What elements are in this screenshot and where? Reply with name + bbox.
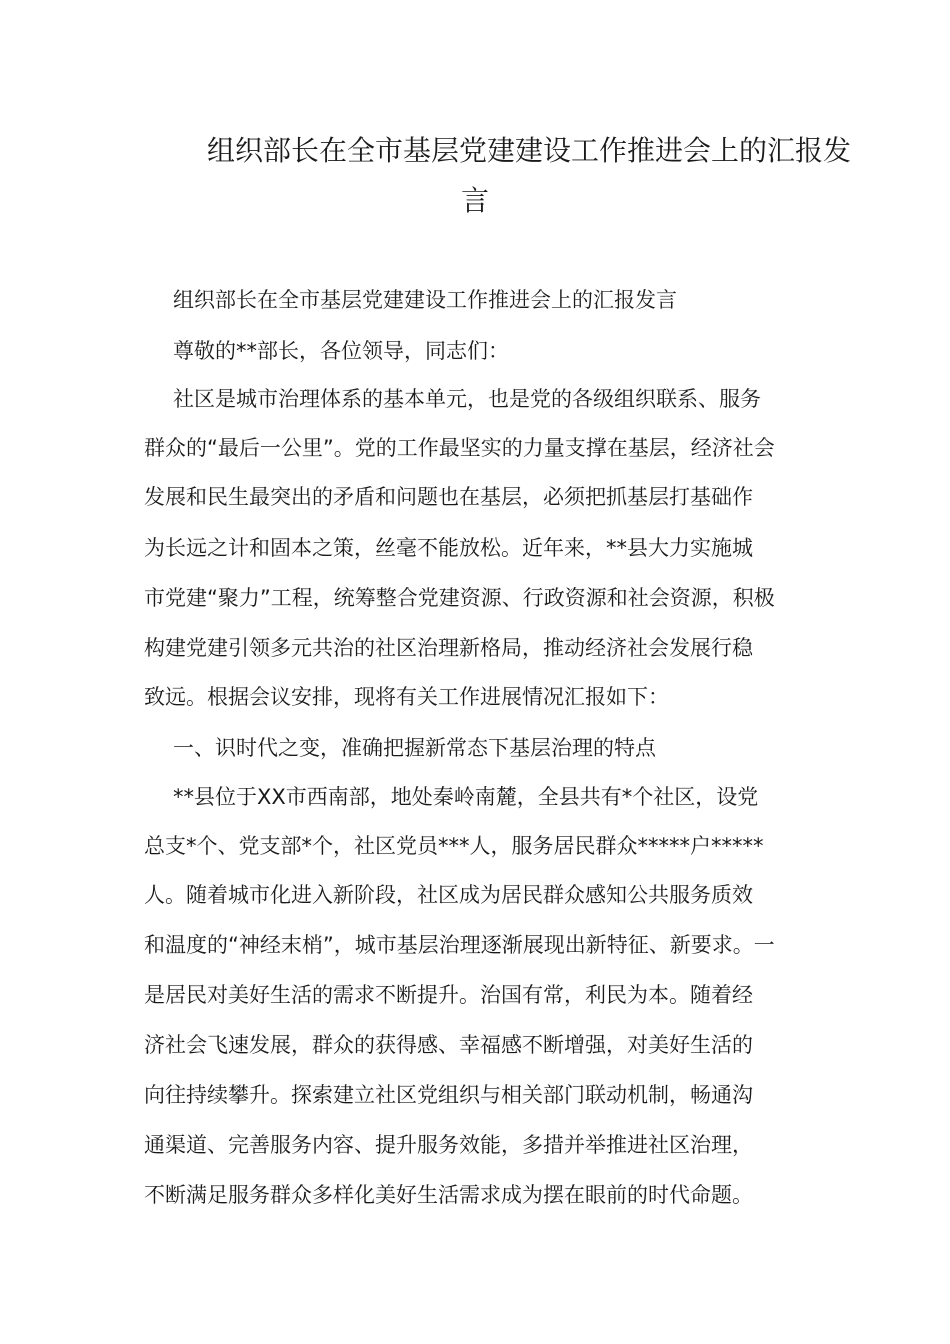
paragraph-line: **县位于XX市西南部，地处秦岭南麓，全县共有*个社区，设党: [173, 785, 759, 809]
paragraph-line: 市党建“聚力”工程，统筹整合党建资源、行政资源和社会资源，积极: [144, 586, 775, 610]
paragraph-line: 人。随着城市化进入新阶段，社区成为居民群众感知公共服务质效: [144, 883, 753, 907]
paragraph-line: 群众的“最后一公里”。党的工作最坚实的力量支撑在基层，经济社会: [144, 436, 775, 460]
paragraph-line: 构建党建引领多元共治的社区治理新格局，推动经济社会发展行稳: [144, 636, 753, 660]
paragraph-line: 济社会飞速发展，群众的获得感、幸福感不断增强，对美好生活的: [144, 1033, 753, 1057]
paragraph-line: 致远。根据会议安排，现将有关工作进展情况汇报如下：: [144, 685, 669, 709]
document-title-line-2: 言: [461, 184, 490, 217]
paragraph-line: 通渠道、完善服务内容、提升服务效能，多措并举推进社区治理，: [144, 1133, 753, 1157]
paragraph-line: 不断满足服务群众多样化美好生活需求成为摆在眼前的时代命题。: [144, 1183, 753, 1207]
paragraph-line: 总支*个、党支部*个，社区党员***人，服务居民群众*****户*****: [144, 834, 764, 858]
section-heading: 一、识时代之变，准确把握新常态下基层治理的特点: [173, 736, 656, 760]
subtitle-line: 组织部长在全市基层党建建设工作推进会上的汇报发言: [173, 288, 677, 312]
paragraph-line: 和温度的“神经末梢”，城市基层治理逐渐展现出新特征、新要求。一: [144, 933, 775, 957]
salutation-line: 尊敬的**部长，各位领导，同志们：: [173, 339, 509, 363]
document-title-line-1: 组织部长在全市基层党建建设工作推进会上的汇报发: [207, 134, 852, 167]
paragraph-line: 向往持续攀升。探索建立社区党组织与相关部门联动机制，畅通沟: [144, 1083, 753, 1107]
paragraph-line: 是居民对美好生活的需求不断提升。治国有常，利民为本。随着经: [144, 983, 753, 1007]
paragraph-line: 社区是城市治理体系的基本单元，也是党的各级组织联系、服务: [173, 387, 761, 411]
paragraph-line: 发展和民生最突出的矛盾和问题也在基层，必须把抓基层打基础作: [144, 485, 753, 509]
paragraph-line: 为长远之计和固本之策，丝毫不能放松。近年来，**县大力实施城: [144, 536, 753, 560]
